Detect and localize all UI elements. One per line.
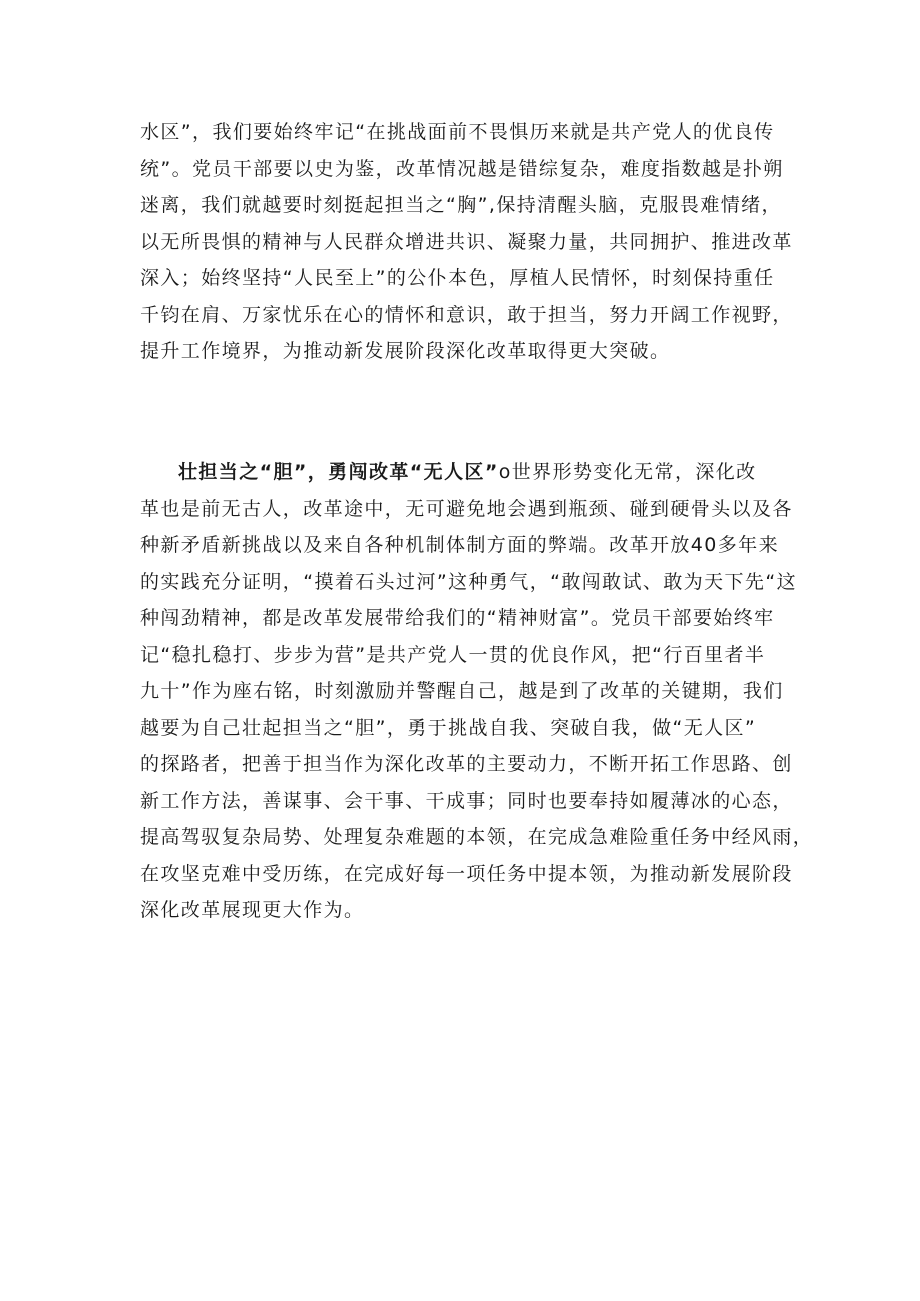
paragraph-line: 迷离，我们就越要时刻挺起担当之“胸”,保持清醒头脑，克服畏难情绪， (140, 194, 782, 216)
paragraph-line: 在攻坚克难中受历练，在完成好每一项任务中提本领，为推动新发展阶段 (140, 862, 793, 885)
paragraph-2 (140, 454, 814, 929)
paragraph-line: 越要为自己壮起担当之“胆”，勇于挑战自我、突破自我，做“无人区” (140, 716, 757, 739)
paragraph-line: 千钧在肩、万家忧乐在心的情怀和意识，敢于担当，努力开阔工作视野， (140, 303, 793, 326)
paragraph-line: 的探路者，把善于担当作为深化改革的主要动力，不断开拓工作思路、创 (140, 753, 793, 775)
paragraph-line: 新工作方法，善谋事、会干事、干成事；同时也要奉持如履薄冰的心态， (140, 789, 793, 812)
paragraph-line: 革也是前无古人，改革途中，无可避免地会遇到瓶颈、碰到硬骨头以及各 (140, 497, 793, 520)
paragraph-line: 提升工作境界，为推动新发展阶段深化改革取得更大突破。 (140, 340, 671, 362)
paragraph-line: 记“稳扎稳打、步步为营”是共产党人一贯的优良作风，把“行百里者半 (140, 643, 766, 666)
paragraph-line: 统”。党员干部要以史为鉴，改革情况越是错综复杂，难度指数越是扑朔 (140, 157, 784, 180)
paragraph-line: 水区”，我们要始终牢记“在挑战面前不畏惧历来就是共产党人的优良传 (140, 121, 775, 143)
paragraph-line: 的实践充分证明，“摸着石头过河”这种勇气，“敢闯敢试、敢为天下先“这 (140, 570, 797, 593)
paragraph-line: 种新矛盾新挑战以及来自各种机制体制方面的弊端。改革开放40多年来 (140, 534, 779, 556)
paragraph-line: 九十”作为座右铭，时刻激励并警醒自己，越是到了改革的关键期，我们 (140, 680, 784, 702)
paragraph-line-text: o世界形势变化无常，深化改 (498, 461, 757, 483)
paragraph-line: 提高驾驭复杂局势、处理复杂难题的本领，在完成急难险重任务中经风雨， (140, 826, 814, 848)
paragraph-line: 深入；始终坚持“人民至上”的公仆本色，厚植人民情怀，时刻保持重任 (140, 267, 775, 289)
section-heading: 壮担当之“胆”，勇闯改革“无人区” (178, 461, 499, 483)
paragraph-first-line (140, 454, 790, 491)
paragraph-line: 以无所畏惧的精神与人民群众增进共识、凝聚力量，共同拥护、推进改革 (140, 230, 793, 253)
paragraph-1 (140, 114, 793, 370)
paragraph-line: 深化改革展现更大作为。 (140, 899, 365, 921)
paragraph-line: 种闯劲精神，都是改革发展带给我们的“精神财富”。党员干部要始终牢 (140, 607, 775, 629)
